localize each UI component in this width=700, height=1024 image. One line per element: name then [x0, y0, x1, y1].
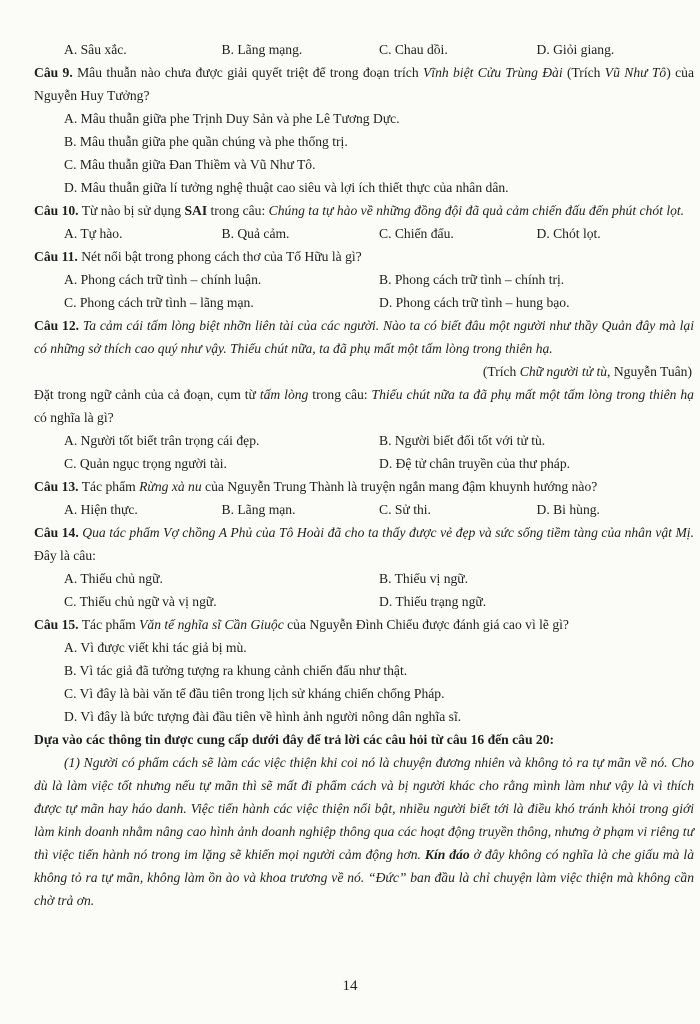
question-number: Câu 10.	[34, 203, 79, 218]
option: A. Mâu thuẫn giữa phe Trịnh Duy Sản và phe Lê Tương Dực.	[64, 111, 400, 126]
question-number: Câu 15.	[34, 617, 79, 632]
option: D. Phong cách trữ tình – hung bạo.	[379, 295, 570, 310]
question-11: Câu 11. Nét nổi bật trong phong cách thơ của Tố Hữu là gì?	[34, 249, 362, 264]
question-number: Câu 14.	[34, 525, 79, 540]
option: B. Quả cảm.	[221, 226, 290, 241]
option: B. Lãng mạng.	[221, 42, 303, 57]
option: A. Người tốt biết trân trọng cái đẹp.	[64, 433, 260, 448]
option: B. Lãng mạn.	[221, 502, 296, 517]
option: C. Thiếu chủ ngữ và vị ngữ.	[64, 594, 217, 609]
option: C. Vì đây là bài văn tế đầu tiên trong lịch sử kháng chiến chống Pháp.	[64, 686, 445, 701]
question-10: Câu 10. Từ nào bị sử dụng SAI trong câu: Chúng ta tự hào về những đồng đội đã quả cảm chiến đấu đến phút chót lọt.	[34, 203, 685, 218]
question-14: Câu 14. Qua tác phẩm Vợ chồng A Phủ của Tô Hoài đã cho ta thấy được vẻ đẹp và sức sống tiềm tàng của nhân vật Mị. Đây là câu:	[34, 525, 694, 563]
question-13: Câu 13. Tác phẩm Rừng xà nu của Nguyễn Trung Thành là truyện ngắn mang đậm khuynh hướng nào?	[34, 479, 598, 494]
q12-options-row1	[34, 429, 694, 452]
option: B. Thiếu vị ngữ.	[379, 571, 469, 586]
option: C. Sử thi.	[379, 502, 431, 517]
document-page	[34, 38, 694, 912]
question-number: Câu 9.	[34, 65, 73, 80]
section-heading: Dựa vào các thông tin được cung cấp dưới đây để trả lời các câu hỏi từ câu 16 đến câu 20:	[34, 732, 555, 747]
question-12-ask: Đặt trong ngữ cảnh của cả đoạn, cụm từ tấm lòng trong câu: Thiếu chút nữa ta đã phụ mất một tấm lòng trong thiên hạ có nghĩa là gì?	[34, 387, 694, 425]
source-citation: (Trích Chữ người tử tù, Nguyễn Tuân)	[482, 364, 692, 379]
q14-options-row2	[34, 590, 694, 613]
q11-options-row2	[34, 291, 694, 314]
option: C. Mâu thuẫn giữa Đan Thiềm và Vũ Như Tô.	[64, 157, 316, 172]
option: A. Vì được viết khi tác giả bị mù.	[64, 640, 247, 655]
option: C. Chiến đấu.	[379, 226, 454, 241]
reading-passage: (1) Người có phẩm cách sẽ làm các việc thiện khi coi nó là chuyện đương nhiên và không tỏ ra tự mãn về nó. Cho dù là làm việc tốt nhưng nếu tự mãn thì sẽ mất đi phẩm cách và bị người khác cho rằng mình làm như vậy là vì thích được tự mãn hay háo danh. Việc tiến hành các việc thiện nổi bật, nhiều người biết tới là điều khó tránh khỏi trong giới làm kinh doanh nhằm nâng cao hình ảnh doanh nghiệp thông qua các hoạt động truyền thông, nhưng ở phạm vi riêng tư thì việc tiến hành nó trong im lặng sẽ khiến mọi người cảm động hơn. Kín đáo ở đây không có nghĩa là che giấu mà là không tỏ ra tự mãn, không làm ồn ào và khoa trương về nó. “Đức” ban đầu là chỉ chuyện làm việc thiện mà không cần chờ trả ơn.	[34, 755, 694, 908]
question-number: Câu 12.	[34, 318, 80, 333]
option: D. Thiếu trạng ngữ.	[379, 594, 487, 609]
option: D. Đệ tử chân truyền của thư pháp.	[379, 456, 571, 471]
q14-options-row1	[34, 567, 694, 590]
option: D. Bi hùng.	[536, 502, 600, 517]
option: A. Tự hào.	[64, 226, 123, 241]
q8-options	[34, 38, 694, 61]
page-number: 14	[342, 978, 358, 994]
q10-options	[34, 222, 694, 245]
option: D. Chót lọt.	[536, 226, 601, 241]
option: A. Sâu xắc.	[64, 42, 127, 57]
option: D. Vì đây là bức tượng đài đầu tiên về hình ảnh người nông dân nghĩa sĩ.	[64, 709, 462, 724]
q11-options-row1	[34, 268, 694, 291]
q13-options	[34, 498, 694, 521]
option: B. Phong cách trữ tình – chính trị.	[379, 272, 565, 287]
option: B. Người biết đối tốt với tử tù.	[379, 433, 546, 448]
option: A. Hiện thực.	[64, 502, 138, 517]
option: C. Quản ngục trọng người tài.	[64, 456, 227, 471]
q12-options-row2	[34, 452, 694, 475]
option: D. Giỏi giang.	[536, 42, 615, 57]
option: A. Phong cách trữ tình – chính luận.	[64, 272, 262, 287]
question-12: Câu 12. Ta cảm cái tấm lòng biệt nhỡn liên tài của các người. Nào ta có biết đâu một người như thầy Quản đây mà lại có những sở thích cao quý như vậy. Thiếu chút nữa, ta đã phụ mất một tấm lòng trong thiên hạ.	[34, 318, 694, 356]
option: C. Phong cách trữ tình – lãng mạn.	[64, 295, 254, 310]
question-15: Câu 15. Tác phẩm Văn tế nghĩa sĩ Cần Giuộc của Nguyễn Đình Chiểu được đánh giá cao vì lẽ gì?	[34, 617, 569, 632]
question-9: Câu 9. Mâu thuẫn nào chưa được giải quyết triệt để trong đoạn trích Vĩnh biệt Cửu Trùng Đài (Trích Vũ Như Tô) của Nguyễn Huy Tưởng?	[34, 65, 694, 103]
option: C. Chau dồi.	[379, 42, 448, 57]
option: D. Mâu thuẫn giữa lí tưởng nghệ thuật cao siêu và lợi ích thiết thực của nhân dân.	[64, 180, 509, 195]
option: A. Thiếu chủ ngữ.	[64, 571, 163, 586]
question-number: Câu 11.	[34, 249, 78, 264]
question-number: Câu 13.	[34, 479, 79, 494]
option: B. Mâu thuẫn giữa phe quần chúng và phe thống trị.	[64, 134, 348, 149]
option: B. Vì tác giả đã tưởng tượng ra khung cảnh chiến đấu như thật.	[64, 663, 408, 678]
